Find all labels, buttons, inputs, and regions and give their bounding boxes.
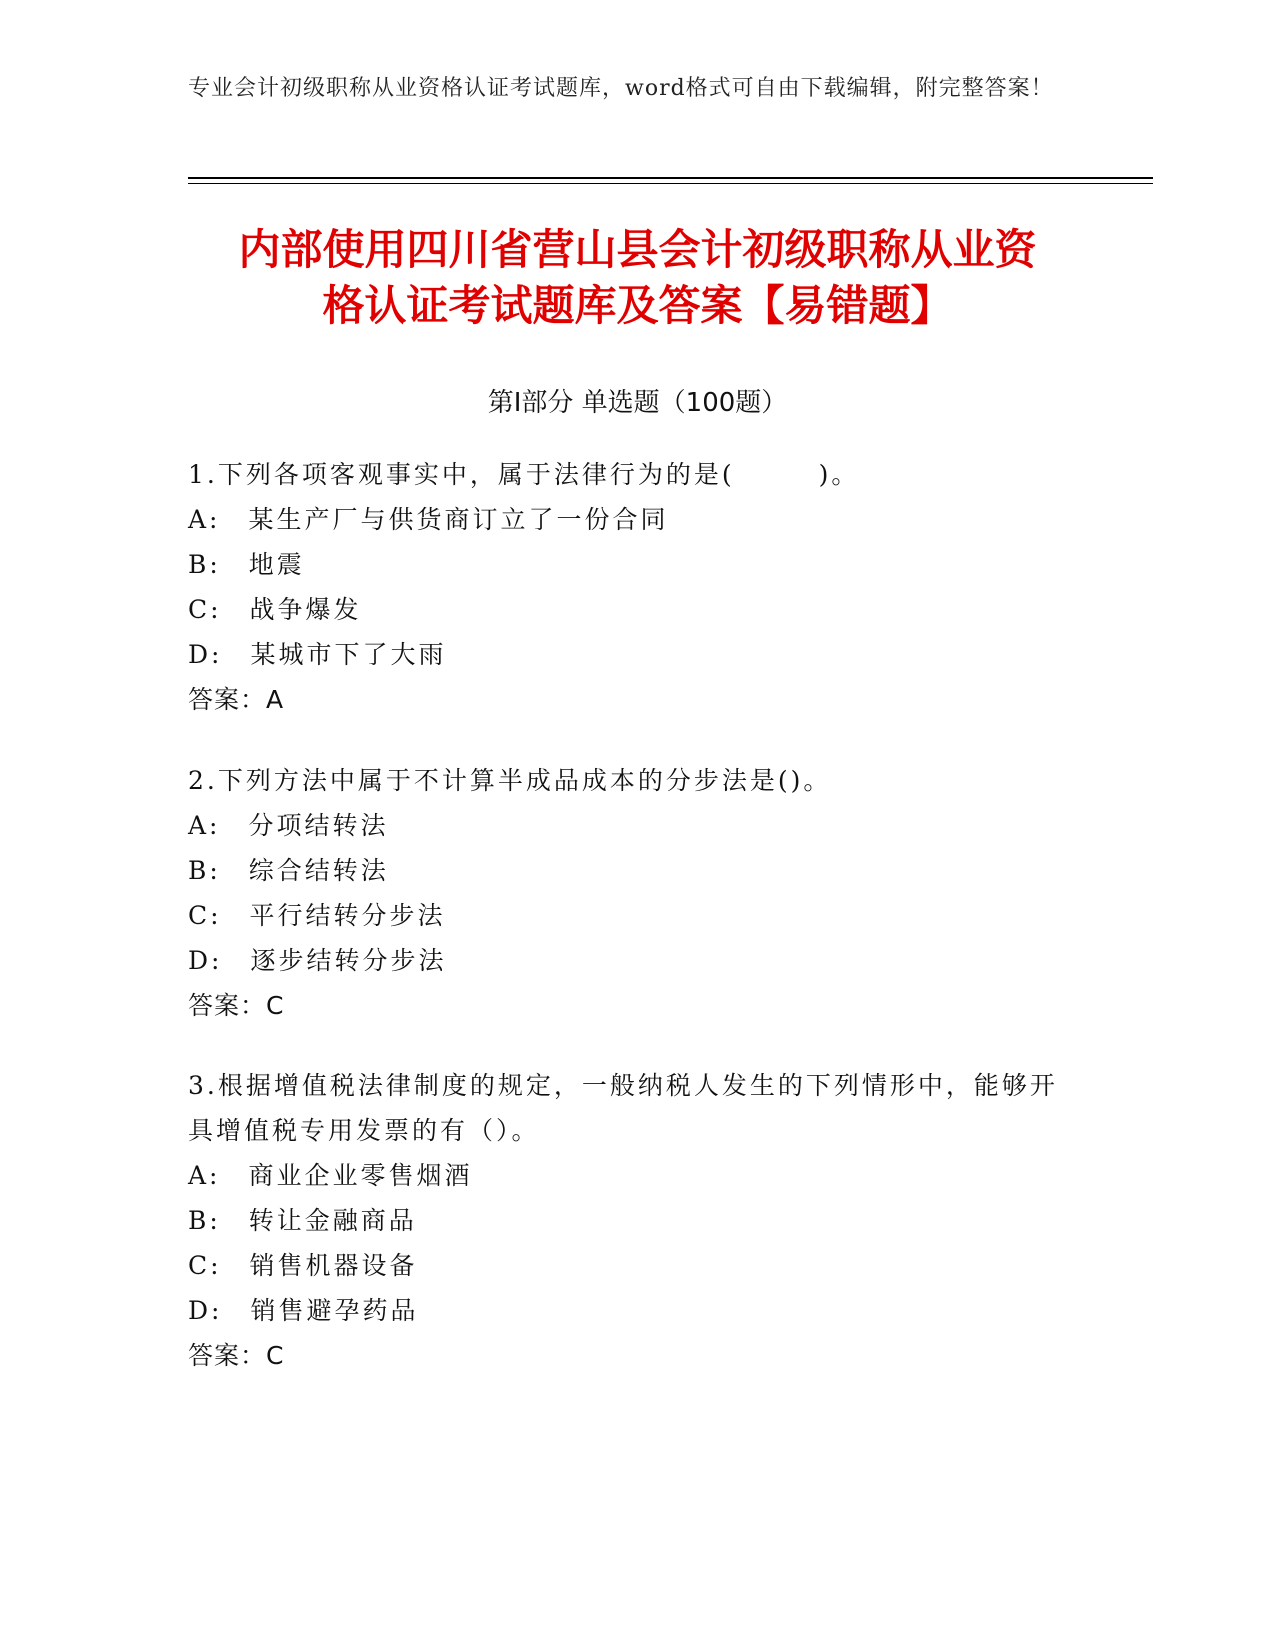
option-c: C: 战争爆发 [188, 595, 362, 624]
document-title [170, 222, 1105, 334]
option-c: C: 平行结转分步法 [188, 901, 446, 930]
option-b: B: 转让金融商品 [188, 1206, 417, 1235]
option-a: A: 商业企业零售烟酒 [188, 1161, 473, 1190]
question-stem: 3.根据增值税法律制度的规定，一般纳税人发生的下列情形中，能够开具增值税专用发票的有（）。 [188, 1071, 1058, 1145]
question-1 [188, 452, 1068, 722]
answer-label: 答案：C [188, 1341, 285, 1370]
question-stem: 1.下列各项客观事实中，属于法律行为的是( )。 [188, 460, 860, 489]
option-b: B: 地震 [188, 550, 305, 579]
answer-label: 答案：A [188, 685, 285, 714]
document-title-line-2: 格认证考试题库及答案【易错题】 [322, 281, 953, 330]
section-heading: 第Ⅰ部分 单选题（100题） [487, 388, 788, 418]
header-divider-thick [188, 177, 1153, 179]
option-a: A: 分项结转法 [188, 811, 389, 840]
document-title-line-1: 内部使用四川省营山县会计初级职称从业资 [238, 225, 1037, 274]
option-d: D: 逐步结转分步法 [188, 946, 447, 975]
answer-label: 答案：C [188, 991, 285, 1020]
option-d: D: 某城市下了大雨 [188, 640, 447, 669]
question-stem: 2.下列方法中属于不计算半成品成本的分步法是()。 [188, 766, 832, 795]
option-c: C: 销售机器设备 [188, 1251, 418, 1280]
header-divider-thin [188, 183, 1153, 184]
option-b: B: 综合结转法 [188, 856, 389, 885]
header-note: 专业会计初级职称从业资格认证考试题库，word格式可自由下载编辑，附完整答案！ [188, 76, 1054, 101]
option-d: D: 销售避孕药品 [188, 1296, 419, 1325]
option-a: A: 某生产厂与供货商订立了一份合同 [188, 505, 669, 534]
question-3 [188, 1063, 1068, 1378]
question-2 [188, 758, 1068, 1028]
